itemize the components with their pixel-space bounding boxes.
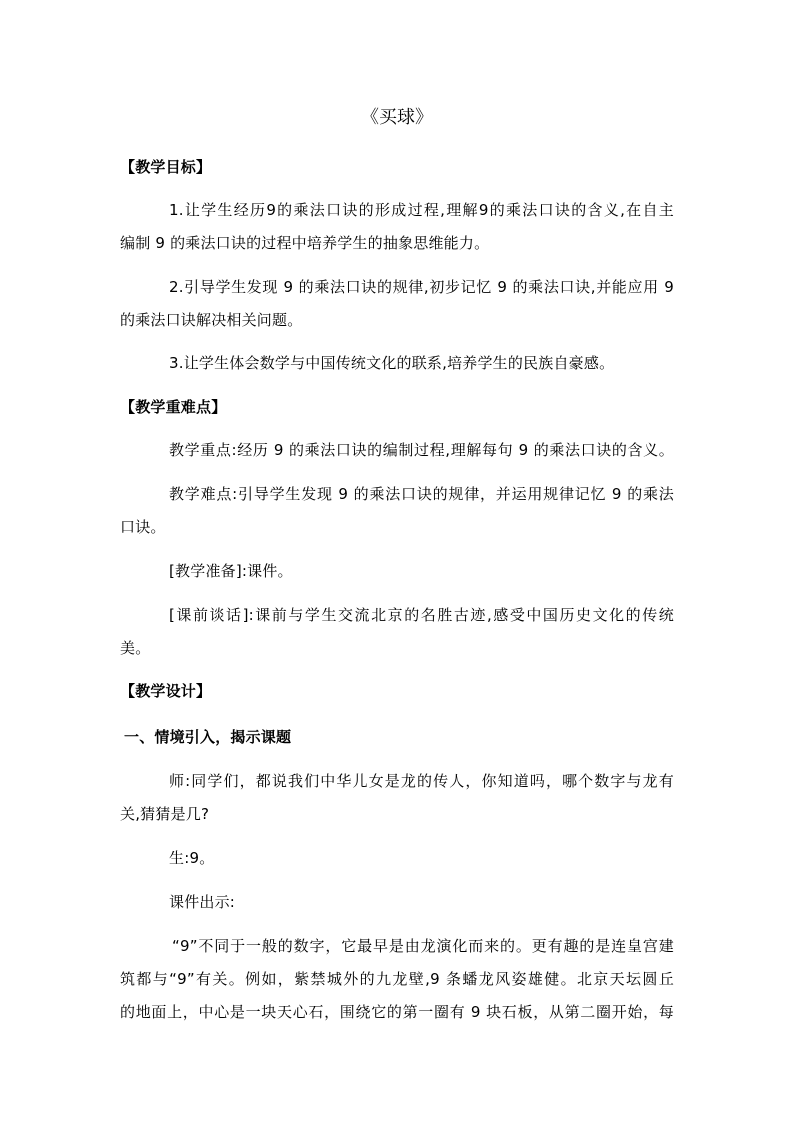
pre-class-talk-line1: [课前谈话]:课前与学生交流北京的名胜古迹,感受中国历史文化的传统 — [169, 606, 674, 624]
key-point-line1: 教学重点:经历 9 的乘法口诀的编制过程,理解每句 9 的乘法口诀的含义。 — [169, 441, 674, 459]
quote-line1: “9”不同于一般的数字，它最早是由龙演化而来的。更有趣的是连皇宫建 — [172, 937, 674, 955]
document-title: 《买球》 — [361, 107, 433, 128]
courseware-line: 课件出示: — [169, 893, 236, 911]
student-line: 生:9。 — [169, 849, 215, 867]
pre-class-talk-line2: 美。 — [120, 639, 151, 657]
goal1-line2: 编制 9 的乘法口诀的过程中培养学生的抽象思维能力。 — [120, 234, 490, 252]
quote-line2: 筑都与“9”有关。例如，紫禁城外的九龙壁,9 条蟠龙风姿雄健。北京天坛圆丘 — [120, 970, 674, 988]
teacher-line2: 关,猜猜是几? — [120, 805, 210, 823]
goal1-line1: 1.让学生经历9的乘法口诀的形成过程,理解9的乘法口诀的含义,在自主 — [169, 201, 674, 219]
preparation-line: [教学准备]:课件。 — [169, 562, 293, 580]
keypoints-heading: 【教学重难点】 — [120, 398, 227, 416]
goals-heading: 【教学目标】 — [120, 158, 212, 176]
goal3-line1: 3.让学生体会数学与中国传统文化的联系,培养学生的民族自豪感。 — [169, 354, 615, 372]
difficulty-line2: 口诀。 — [120, 518, 166, 536]
quote-line3: 的地面上，中心是一块天心石，围绕它的第一圈有 9 块石板，从第二圈开始，每 — [120, 1003, 674, 1021]
design-heading: 【教学设计】 — [120, 682, 212, 700]
section1-heading: 一、情境引入，揭示课题 — [124, 728, 292, 746]
goal2-line1: 2.引导学生发现 9 的乘法口诀的规律,初步记忆 9 的乘法口诀,并能应用 9 — [169, 278, 674, 296]
teacher-line1: 师:同学们，都说我们中华儿女是龙的传人，你知道吗，哪个数字与龙有 — [169, 772, 674, 790]
goal2-line2: 的乘法口诀解决相关问题。 — [120, 311, 303, 329]
difficulty-line1: 教学难点:引导学生发现 9 的乘法口诀的规律，并运用规律记忆 9 的乘法 — [169, 485, 674, 503]
